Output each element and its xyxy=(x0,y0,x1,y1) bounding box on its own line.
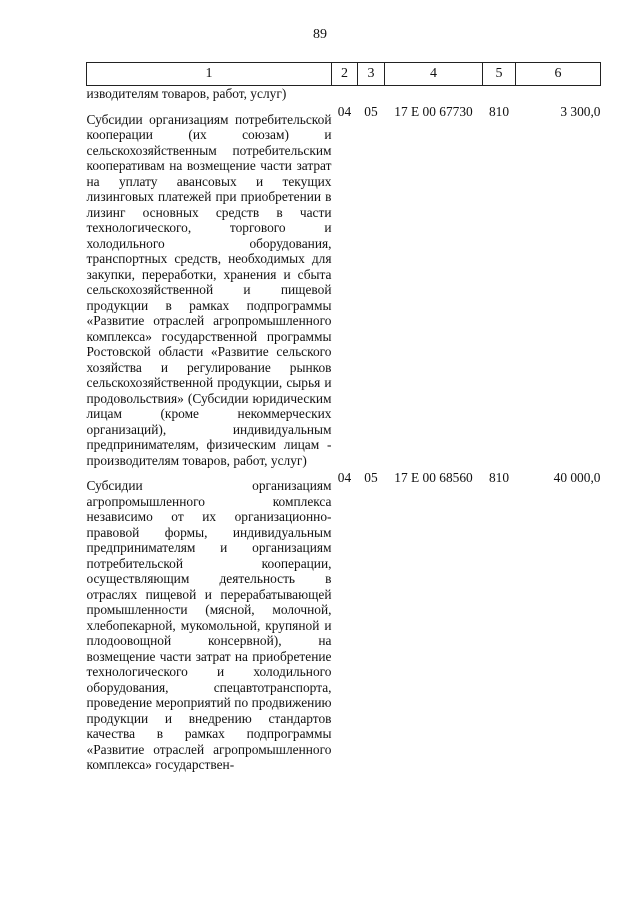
header-cell: 5 xyxy=(483,63,516,86)
budget-table xyxy=(86,62,601,773)
continuation-text: изводителям товаров, работ, услуг) xyxy=(86,86,287,101)
row-description: Субсидии организациям потребительской кооперации (их союзам) и сельскохозяйственным потребительским кооперативам на возмещение части затрат на уплату авансовых и текущих лизинговых платежей при приобретении в лизинг основных средств в части технологического, торгового и холодильного оборудования, транспортных средств, необходимых для закупки, переработки, хранения и сбыта сельскохозяйственной и пищевой продукции в рамках подпрограммы «Развитие отраслей агропромышленного комплекса» государственной программы Ростовской области «Развитие сельского хозяйства и регулирование рынков сельскохозяйственной продукции, сырья и продовольствия» (Субсидии юридическим лицам (кроме некоммерческих организаций), индивидуальным предпринимателям, физическим лицам - производителям товаров, работ, услуг) xyxy=(86,111,332,468)
table-row xyxy=(87,468,601,773)
row-amount: 3 300,0 xyxy=(560,103,601,119)
row-rz: 04 xyxy=(337,470,352,485)
header-row xyxy=(87,63,601,86)
page-number: 89 xyxy=(313,27,327,42)
row-amount: 40 000,0 xyxy=(553,470,601,485)
header-cell: 4 xyxy=(385,63,483,86)
header-cell: 6 xyxy=(516,63,601,86)
table-row xyxy=(87,102,601,469)
row-vr: 810 xyxy=(488,103,510,119)
row-pr: 05 xyxy=(364,103,378,119)
row-pr: 05 xyxy=(364,470,378,485)
header-cell: 1 xyxy=(87,63,332,86)
header-cell: 2 xyxy=(332,63,358,86)
row-rz: 04 xyxy=(337,103,352,119)
header-cell: 3 xyxy=(358,63,385,86)
continuation-row xyxy=(87,86,601,102)
row-csr: 17 Е 00 67730 xyxy=(394,103,473,119)
row-vr: 810 xyxy=(488,470,510,485)
row-description: Субсидии организациям агропромышленного комплекса независимо от их организационно-правовой формы, индивидуальным предпринимателям и организациям потребительской кооперации, осуществляющим деятельность в отраслях пищевой и перерабатывающей промышленности (мясной, молочной, хлебопекарной, мукомольной, крупяной и плодоовощной консервной), на возмещение части затрат на приобретение технологического и холодильного оборудования, спецавтотранспорта, проведение мероприятий по продвижению продукции и внедрению стандартов качества в рамках подпрограммы «Развитие отраслей агропромышленного комплекса» государствен- xyxy=(86,478,332,772)
row-csr: 17 Е 00 68560 xyxy=(394,470,473,485)
